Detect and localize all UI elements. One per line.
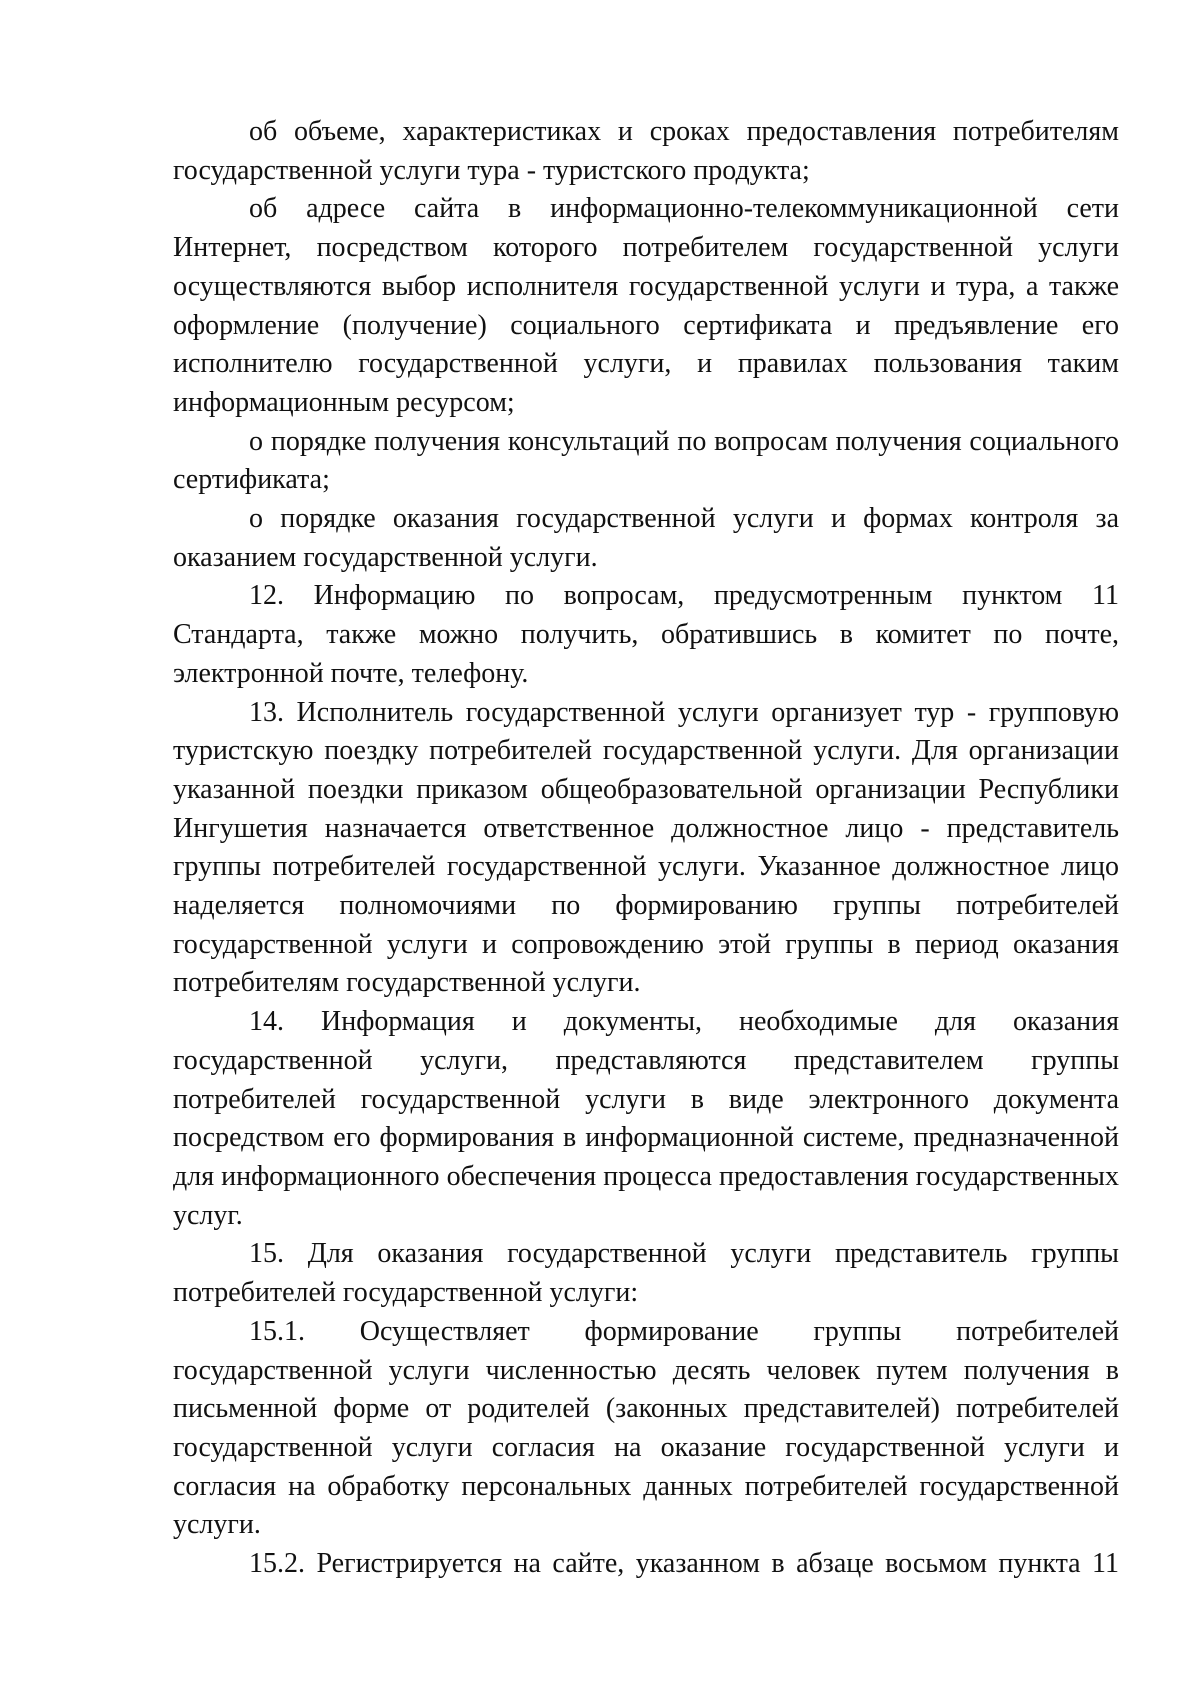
paragraph-item-15: 15. Для оказания государственной услуги представитель группы потребителей государственной услуги: [173, 1238, 1119, 1309]
paragraph-item-12: 12. Информацию по вопросам, предусмотренным пунктом 11 Стандарта, также можно получить, обратившись в комитет по почте, электронной почте, телефону. [173, 580, 1119, 689]
paragraph-consultation-procedure: о порядке получения консультаций по вопросам получения социального сертификата; [173, 425, 1119, 496]
paragraph-website-address: об адресе сайта в информационно-телекоммуникационной сети Интернет, посредством которого потребителем государственной услуги осуществляются выбор исполнителя государственной услуги и тура, а также оформление (получение) социального сертификата и предъявление его исполнителю государственной услуги, и правилах пользования таким информационным ресурсом; [173, 193, 1119, 418]
paragraph-control-forms: о порядке оказания государственной услуги и формах контроля за оказанием государственной услуги. [173, 503, 1119, 573]
paragraph-item-15-1: 15.1. Осуществляет формирование группы потребителей государственной услуги численностью десять человек путем получения в письменной форме от родителей (законных представителей) потребителей государственной услуги согласия на оказание государственной услуги и согласия на обработку персональных данных потребителей государственной услуги. [173, 1315, 1119, 1541]
paragraph-item-15-2: 15.2. Регистрируется на сайте, указанном в абзаце восьмом пункта 11 [249, 1548, 1119, 1580]
paragraph-consumer-info: об объеме, характеристиках и сроках предоставления потребителям государственной услуги тура - туристского продукта; [173, 116, 1119, 186]
paragraph-item-13: 13. Исполнитель государственной услуги организует тур - групповую туристскую поездку потребителей государственной услуги. Для организации указанной поездки приказом общеобразовательной организации Республики Ингушетия назначается ответственное должностное лицо - представитель группы потребителей государственной услуги. Указанное должностное лицо наделяется полномочиями по формированию группы потребителей государственной услуги и сопровождению этой группы в период оказания потребителям государственной услуги. [173, 696, 1119, 999]
document-page [173, 113, 1119, 1584]
paragraph-item-14: 14. Информация и документы, необходимые для оказания государственной услуги, представляются представителем группы потребителей государственной услуги в виде электронного документа посредством его формирования в информационной системе, предназначенной для информационного обеспечения процесса предоставления государственных услуг. [173, 1006, 1119, 1231]
